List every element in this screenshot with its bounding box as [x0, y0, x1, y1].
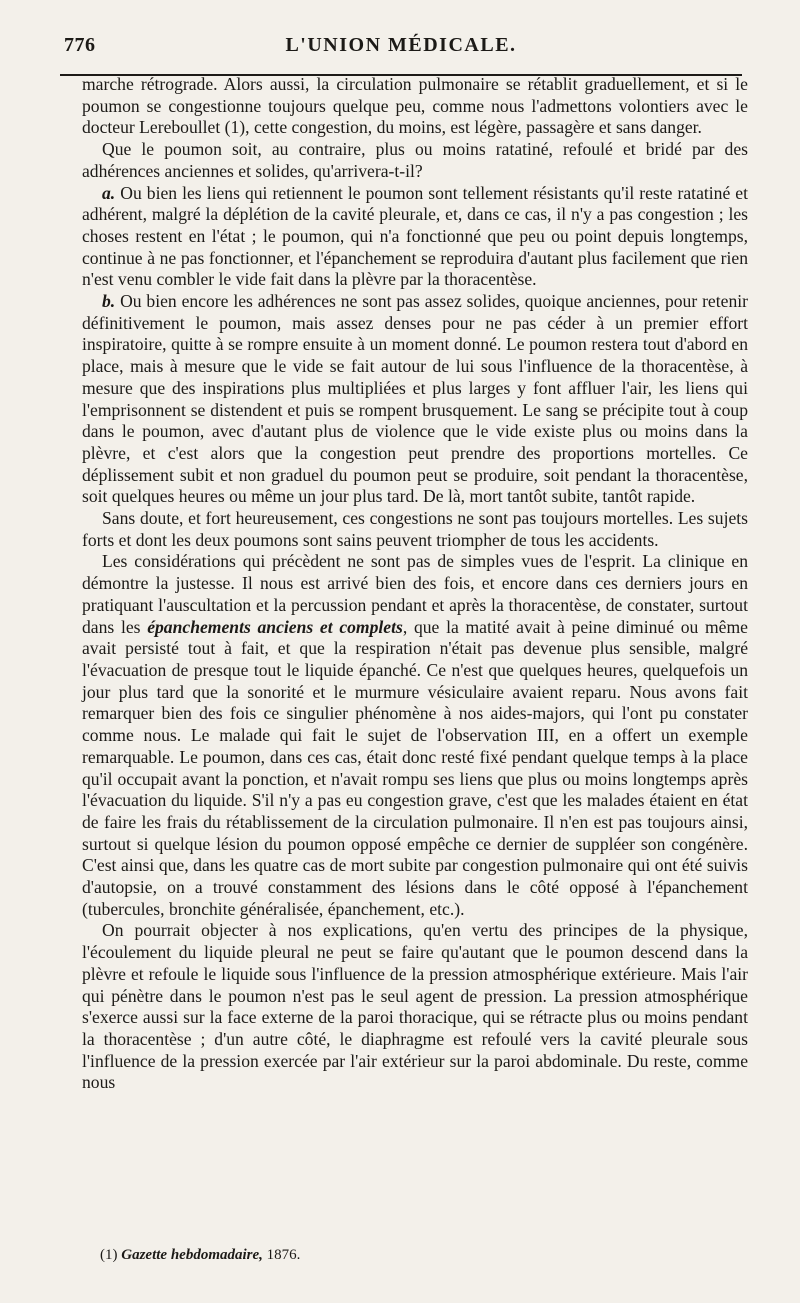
paragraph-3-label: a.: [102, 182, 116, 203]
paragraph-6: [82, 551, 748, 920]
paragraph-7: On pourrait objecter à nos explications, qu'en vertu des principes de la physique, l'écoulement du liquide pleural ne peut se faire qu'autant que le poumon descend dans la plèvre et refoule le liquide sous l'influence de la pression atmosphérique extérieure. Mais l'air qui pénètre dans le poumon n'est pas le seul agent de pression. La pression atmosphérique s'exerce aussi sur la face externe de la paroi thoracique, qui se rétracte plus ou moins pendant la thoracentèse ; d'un autre côté, le diaphragme est refoulé vers la cavité pleurale sous l'influence de la pression exercée par l'air extérieur sur la paroi abdominale. Du reste, comme nous: [82, 920, 748, 1093]
paragraph-2: Que le poumon soit, au contraire, plus ou moins ratatiné, refoulé et bridé par des adhérences anciennes et solides, qu'arrivera-t-il?: [82, 139, 748, 181]
paragraph-1: marche rétrograde. Alors aussi, la circulation pulmonaire se rétablit graduellement, et si le poumon se congestionne toujours quelque peu, comme nous l'admettons volontiers avec le docteur Lereboullet (1), cette congestion, du moins, est légère, passagère et sans danger.: [82, 74, 748, 138]
footnote-source: Gazette hebdomadaire,: [121, 1247, 263, 1263]
paragraph-4-label: b.: [102, 291, 116, 312]
paragraph-6-text-b: , que la matité avait à peine diminué ou même avait persisté tout à fait, et que la respiration n'était pas devenue plus sensible, malgré l'évacuation de presque tout le liquide épanché. Ce n'est que quelques heures, quelquefois un jour plus tard que la sonorité et le murmure vésiculaire avaient reparu. Nous avons fait remarquer bien des fois ce singulier phénomène à nos aides-majors, qui l'ont pu constater comme nous. Le malade qui fait le sujet de l'observation III, en a offert un exemple remarquable. Le poumon, dans ces cas, était donc resté fixé pendant quelque temps à la place qu'il occupait avant la ponction, et n'avait rompu ses liens que plus ou moins longtemps après l'évacuation du liquide. S'il n'y a pas eu congestion grave, c'est que les malades étaient en état de faire les frais du rétablissement de la circulation pulmonaire. Il n'en est pas toujours ainsi, surtout si quelque lésion du poumon opposé empêche ce dernier de suppléer son congénère. C'est ainsi que, dans les quatre cas de mort subite par congestion pulmonaire qui ont été suivis d'autopsie, on a trouvé constamment des lésions dans le côté opposé à l'épanchement (tubercules, bronchite généralisée, épanchement, etc.).: [82, 616, 748, 919]
paragraph-6-emphasis: épanchements anciens et complets: [147, 616, 403, 637]
page-header: [56, 32, 746, 62]
paragraph-5: Sans doute, et fort heureusement, ces congestions ne sont pas toujours mortelles. Les sujets forts et dont les deux poumons sont sains peuvent triompher de tous les accidents.: [82, 508, 748, 550]
footnote-marker: (1): [100, 1247, 118, 1263]
paragraph-4-text: Ou bien encore les adhérences ne sont pas assez solides, quoique anciennes, pour retenir définitivement le poumon, mais assez denses pour ne pas céder à un premier effort inspiratoire, quitte à se rompre ensuite à un moment donné. Le poumon restera tout d'abord en place, mais à mesure que le vide se fait autour de lui sous l'influence de la thoracentèse, à mesure que des inspirations plus multipliées et plus larges y font affluer l'air, les liens qui l'emprisonnent se distendent et puis se rompent brusquement. Le sang se précipite tout à coup dans le poumon, avec d'autant plus de violence que le vide existe plus ou moins dans la plèvre, et c'est alors que la congestion peut prendre des proportions mortelles. Ce déplissement subit et non graduel du poumon peut se produire, soit pendant la thoracentèse, soit quelques heures ou même un jour plus tard. De là, mort tantôt subite, tantôt rapide.: [82, 291, 748, 507]
footnote: [100, 1247, 300, 1264]
paragraph-3: [82, 183, 748, 292]
paragraph-3-text: Ou bien les liens qui retiennent le poumon sont tellement résistants qu'il reste ratatiné et adhérent, malgré la déplétion de la cavité pleurale, et, dans ce cas, il n'y a pas congestion ; les choses restent en l'état ; le poumon, qui n'a fonctionné que peu ou point depuis longtemps, continue à ne pas fonctionner, et l'épanchement se reproduira d'autant plus facilement que rien n'est venu combler le vide fait dans la plèvre par la thoracentèse.: [82, 182, 748, 290]
journal-title: L'UNION MÉDICALE.: [285, 34, 517, 56]
paragraph-4: [82, 291, 748, 508]
page-number: 776: [64, 34, 96, 56]
footnote-year: 1876.: [266, 1247, 301, 1263]
paragraph-6-text-a: Les considérations qui précèdent ne sont pas de simples vues de l'esprit. La clinique en démontre la justesse. Il nous est arrivé bien des fois, et encore dans ces derniers jours en pratiquant l'auscultation et la percussion pendant et après la thoracentèse, de constater, surtout dans les: [82, 551, 748, 637]
article-body: [82, 74, 748, 1094]
